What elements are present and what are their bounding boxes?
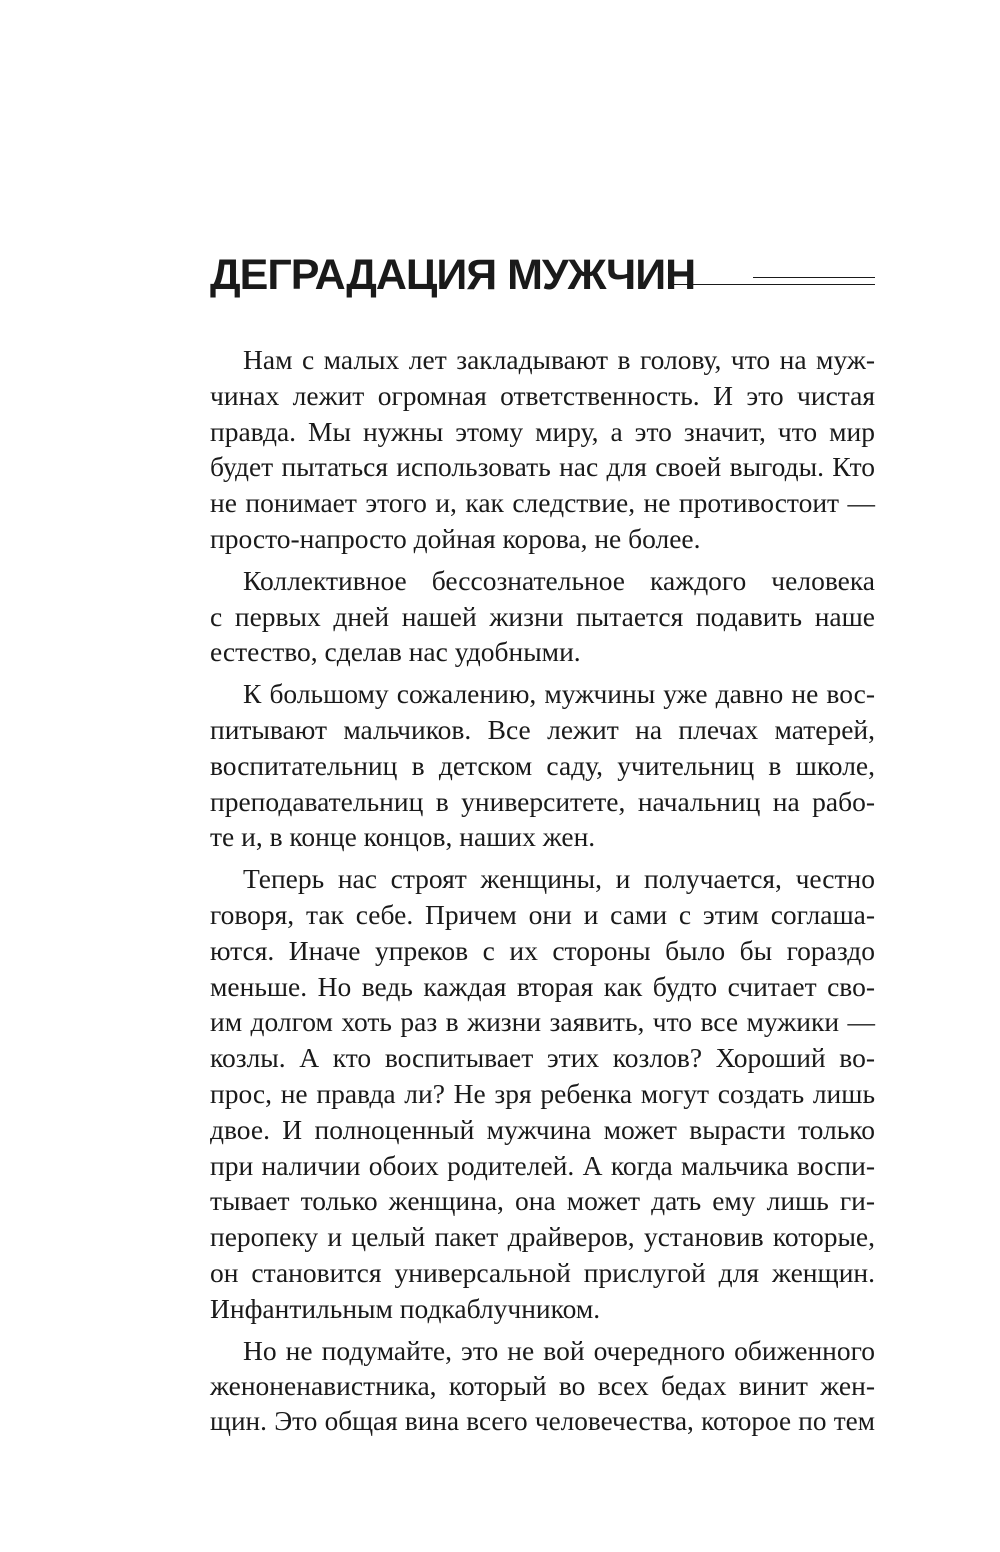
text-line: женоненавистника, который во всех бедах винит жен- [210, 1370, 875, 1402]
text-line: К большому сожалению, мужчины уже давно не вос- [243, 678, 875, 710]
text-line: им долгом хоть раз в жизни заявить, что все мужики — [210, 1006, 875, 1038]
paragraph-3 [210, 676, 875, 855]
text-line: ются. Иначе упреков с их стороны было бы гораздо [210, 934, 875, 966]
text-line: будет пытаться использовать нас для своей выгоды. Кто [210, 451, 875, 483]
body-text [210, 342, 875, 1446]
text-line: двое. И полноценный мужчина может вырасти только [210, 1113, 875, 1145]
chapter-heading [210, 248, 875, 302]
text-line: перопеку и целый пакет драйверов, установив которые, [210, 1221, 875, 1253]
text-line: при наличии обоих родителей. А когда мальчика воспи- [210, 1149, 875, 1181]
text-line: тывает только женщина, она может дать ему лишь ги- [210, 1185, 875, 1217]
text-line: Теперь нас строят женщины, и получается, честно [243, 863, 875, 895]
paragraph-5 [210, 1333, 875, 1440]
paragraph-2 [210, 563, 875, 670]
text-line: Коллективное бессознательное каждого человека [243, 564, 875, 596]
text-line: меньше. Но ведь каждая вторая как будто считает сво- [210, 970, 875, 1002]
text-line: козлы. А кто воспитывает этих козлов? Хороший во- [210, 1042, 875, 1074]
text-line: не понимает этого и, как следствие, не противостоит — [210, 487, 875, 519]
text-line: щин. Это общая вина всего человечества, которое по тем [210, 1406, 875, 1437]
heading-rule-short [753, 277, 875, 278]
heading-rule-long [670, 284, 875, 285]
text-line: питывают мальчиков. Все лежит на плечах матерей, [210, 713, 875, 745]
paragraph-4 [210, 861, 875, 1326]
text-line: Нам с малых лет закладывают в голову, что на муж- [243, 344, 875, 375]
text-line: преподавательниц в университете, начальниц на рабо- [210, 785, 875, 817]
text-line: естество, сделав нас удобными. [210, 636, 581, 668]
text-line: прос, не правда ли? Не зря ребенка могут создать лишь [210, 1077, 875, 1109]
text-line: он становится универсальной прислугой для женщин. [210, 1256, 875, 1288]
text-line: просто-напросто дойная корова, не более. [210, 522, 701, 554]
paragraph-1 [210, 342, 875, 557]
text-line: чинах лежит огромная ответственность. И это чистая [210, 379, 875, 411]
text-line: говоря, так себе. Причем они и сами с этим соглаша- [210, 898, 875, 930]
text-line: воспитательниц в детском саду, учительниц в школе, [210, 749, 875, 781]
text-line: Инфантильным подкаблучником. [210, 1292, 601, 1324]
chapter-title: ДЕГРАДАЦИЯ МУЖЧИН [210, 251, 696, 299]
text-line: правда. Мы нужны этому миру, а это значит, что мир [210, 415, 875, 447]
text-line: Но не подумайте, это не вой очередного обиженного [243, 1334, 875, 1366]
text-line: с первых дней нашей жизни пытается подавить наше [210, 600, 875, 632]
text-line: те и, в конце концов, наших жен. [210, 821, 596, 853]
